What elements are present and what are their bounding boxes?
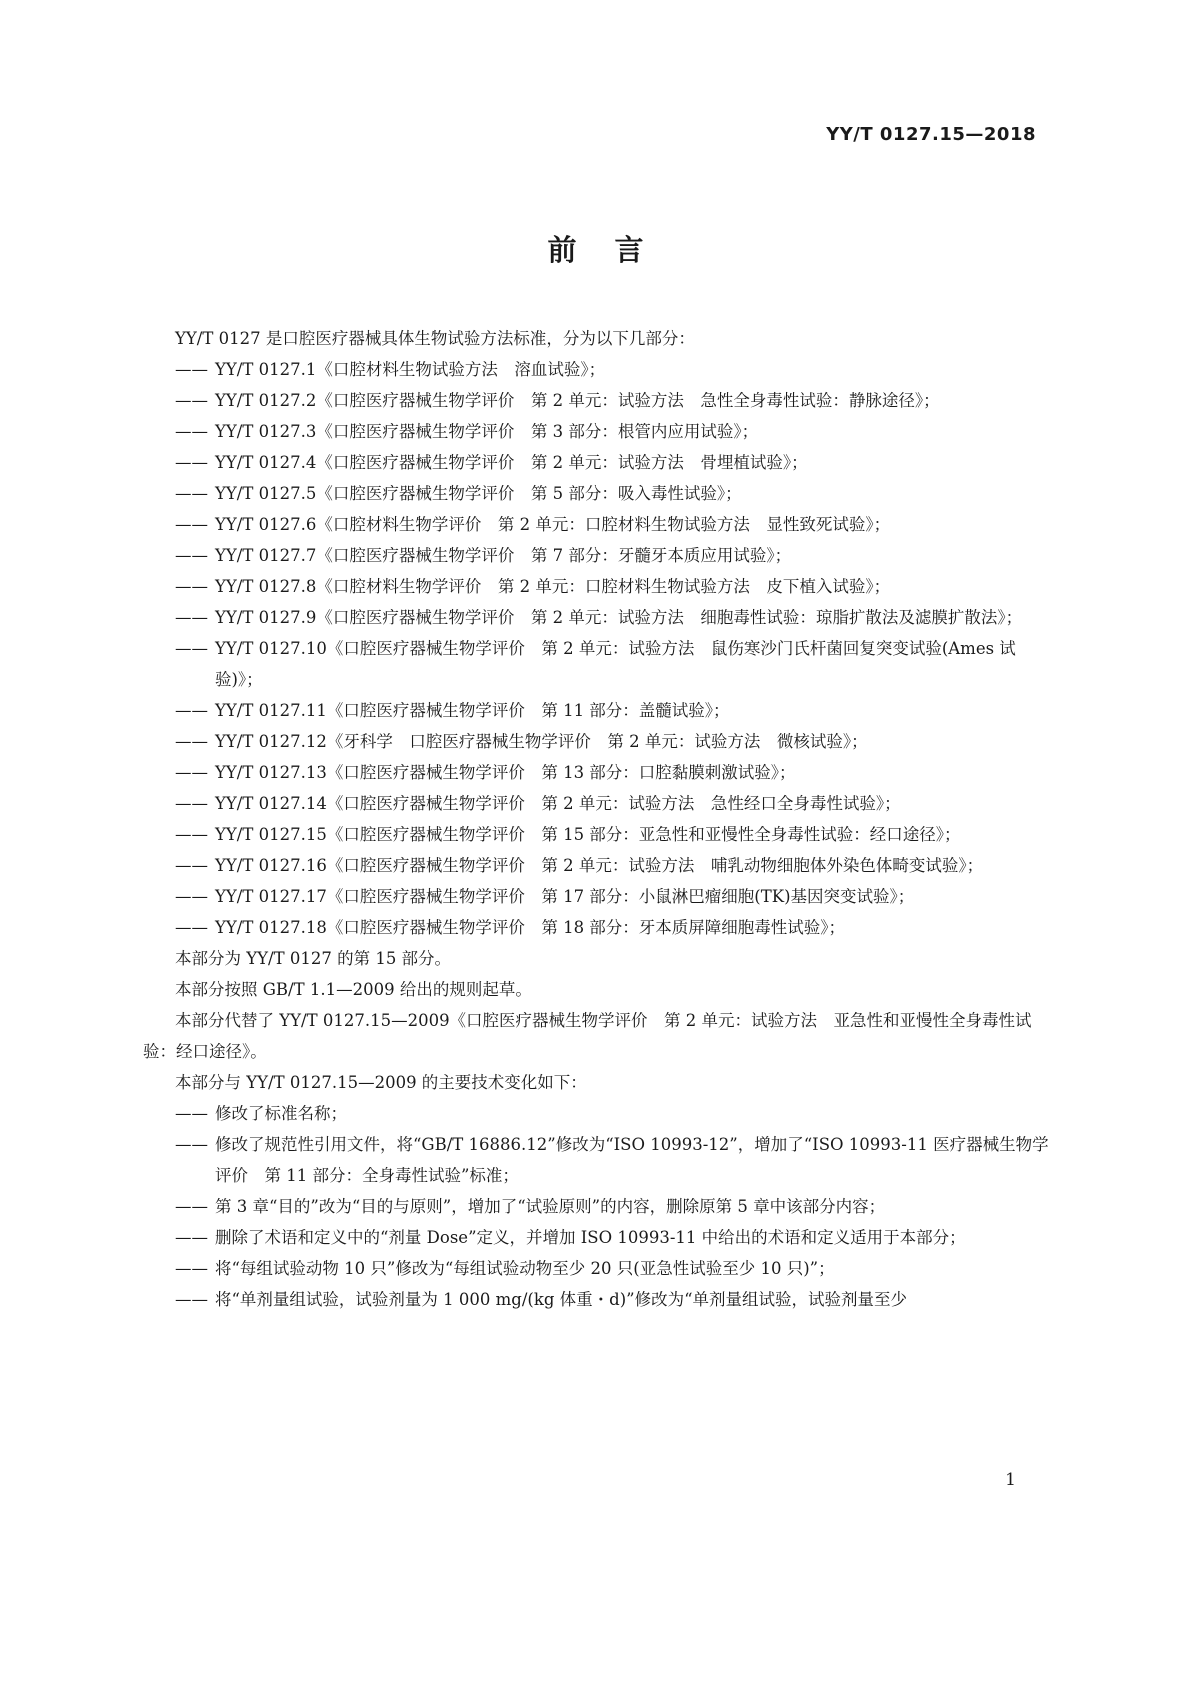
intro-text: YY/T 0127 是口腔医疗器械具体生物试验方法标准，分为以下几部分：: [175, 329, 695, 348]
list-item: [175, 850, 1055, 881]
change-text: 修改了标准名称；: [215, 1104, 347, 1123]
dash-marker: ——: [175, 577, 208, 596]
list-item: [175, 416, 1055, 447]
change-text: 删除了术语和定义中的“剂量 Dose”定义，并增加 ISO 10993-11 中给出的术语和定义适用于本部分；: [215, 1228, 966, 1247]
list-item: [175, 788, 1055, 819]
part-text: YY/T 0127.11《口腔医疗器械生物学评价 第 11 部分：盖髓试验》；: [215, 701, 730, 720]
part-text: YY/T 0127.7《口腔医疗器械生物学评价 第 7 部分：牙髓牙本质应用试验》；: [215, 546, 792, 565]
part-text: YY/T 0127.6《口腔材料生物学评价 第 2 单元：口腔材料生物试验方法 显性致死试验》；: [215, 515, 891, 534]
list-item: [175, 1253, 1055, 1284]
part-text: YY/T 0127.2《口腔医疗器械生物学评价 第 2 单元：试验方法 急性全身毒性试验：静脉途径》；: [215, 391, 940, 410]
page-title: 前言: [547, 233, 682, 267]
intro-paragraph: [175, 323, 1055, 354]
dash-marker: ——: [175, 422, 208, 441]
part-text: YY/T 0127.10《口腔医疗器械生物学评价 第 2 单元：试验方法 鼠伤寒沙门氏杆菌回复突变试验(Ames 试验)》；: [215, 639, 1016, 689]
statement-paragraph: 本部分按照 GB/T 1.1—2009 给出的规则起草。: [175, 980, 532, 999]
dash-marker: ——: [175, 856, 208, 875]
foreword-body: [143, 323, 1055, 1315]
list-item: [175, 478, 1055, 509]
part-text: YY/T 0127.17《口腔医疗器械生物学评价 第 17 部分：小鼠淋巴瘤细胞(TK)基因突变试验》；: [215, 887, 915, 906]
statement-paragraph: 本部分为 YY/T 0127 的第 15 部分。: [175, 949, 452, 968]
standard-number: YY/T 0127.15—2018: [826, 124, 1036, 145]
part-text: YY/T 0127.18《口腔医疗器械生物学评价 第 18 部分：牙本质屏障细胞毒性试验》；: [215, 918, 846, 937]
dash-marker: ——: [175, 1259, 208, 1278]
list-item: [175, 1284, 1055, 1315]
dash-marker: ——: [175, 732, 208, 751]
dash-marker: ——: [175, 763, 208, 782]
dash-marker: ——: [175, 639, 208, 658]
dash-marker: ——: [175, 1104, 208, 1123]
list-item: [175, 602, 1055, 633]
change-text: 将“每组试验动物 10 只”修改为“每组试验动物至少 20 只(亚急性试验至少 10 只)”；: [215, 1259, 835, 1278]
list-item: [175, 881, 1055, 912]
part-text: YY/T 0127.12《牙科学 口腔医疗器械生物学评价 第 2 单元：试验方法 微核试验》；: [215, 732, 868, 751]
dash-marker: ——: [175, 515, 208, 534]
list-item: [175, 385, 1055, 416]
dash-marker: ——: [175, 918, 208, 937]
statement-paragraph: 本部分与 YY/T 0127.15—2009 的主要技术变化如下：: [175, 1073, 587, 1092]
page-number: 1: [1005, 1470, 1016, 1490]
part-text: YY/T 0127.14《口腔医疗器械生物学评价 第 2 单元：试验方法 急性经口全身毒性试验》；: [215, 794, 901, 813]
list-item: [175, 757, 1055, 788]
dash-marker: ——: [175, 1135, 208, 1154]
dash-marker: ——: [175, 1228, 208, 1247]
list-item: [175, 540, 1055, 571]
dash-marker: ——: [175, 887, 208, 906]
list-item: [175, 354, 1055, 385]
dash-marker: ——: [175, 701, 208, 720]
dash-marker: ——: [175, 825, 208, 844]
part-text: YY/T 0127.4《口腔医疗器械生物学评价 第 2 单元：试验方法 骨埋植试验》；: [215, 453, 808, 472]
part-text: YY/T 0127.3《口腔医疗器械生物学评价 第 3 部分：根管内应用试验》；: [215, 422, 759, 441]
part-text: YY/T 0127.13《口腔医疗器械生物学评价 第 13 部分：口腔黏膜刺激试验》；: [215, 763, 796, 782]
change-text: 将“单剂量组试验，试验剂量为 1 000 mg/(kg 体重・d)”修改为“单剂量组试验，试验剂量至少: [215, 1290, 908, 1309]
list-item: [175, 571, 1055, 602]
part-text: YY/T 0127.1《口腔材料生物试验方法 溶血试验》；: [215, 360, 606, 379]
dash-marker: ——: [175, 794, 208, 813]
list-item: [175, 695, 1055, 726]
dash-marker: ——: [175, 453, 208, 472]
list-item: [175, 912, 1055, 943]
list-item: [175, 633, 1055, 695]
dash-marker: ——: [175, 608, 208, 627]
dash-marker: ——: [175, 546, 208, 565]
dash-marker: ——: [175, 1197, 208, 1216]
dash-marker: ——: [175, 391, 208, 410]
change-text: 第 3 章“目的”改为“目的与原则”，增加了“试验原则”的内容，删除原第 5 章中该部分内容；: [215, 1197, 886, 1216]
list-item: [175, 1222, 1055, 1253]
list-item: [175, 1191, 1055, 1222]
list-item: [175, 1129, 1055, 1191]
statement-paragraph: 本部分代替了 YY/T 0127.15—2009《口腔医疗器械生物学评价 第 2 单元：试验方法 亚急性和亚慢性全身毒性试验：经口途径》。: [143, 1011, 1032, 1061]
part-text: YY/T 0127.16《口腔医疗器械生物学评价 第 2 单元：试验方法 哺乳动物细胞体外染色体畸变试验》；: [215, 856, 984, 875]
list-item: [175, 447, 1055, 478]
part-text: YY/T 0127.8《口腔材料生物学评价 第 2 单元：口腔材料生物试验方法 皮下植入试验》；: [215, 577, 891, 596]
dash-marker: ——: [175, 484, 208, 503]
parts-list: [175, 354, 1055, 943]
list-item: [175, 1098, 1055, 1129]
list-item: [175, 726, 1055, 757]
part-text: YY/T 0127.5《口腔医疗器械生物学评价 第 5 部分：吸入毒性试验》；: [215, 484, 742, 503]
part-text: YY/T 0127.9《口腔医疗器械生物学评价 第 2 单元：试验方法 细胞毒性试验：琼脂扩散法及滤膜扩散法》；: [215, 608, 1023, 627]
list-item: [175, 509, 1055, 540]
dash-marker: ——: [175, 1290, 208, 1309]
list-item: [175, 819, 1055, 850]
part-text: YY/T 0127.15《口腔医疗器械生物学评价 第 15 部分：亚急性和亚慢性全身毒性试验：经口途径》；: [215, 825, 961, 844]
changes-list: [175, 1098, 1055, 1315]
dash-marker: ——: [175, 360, 208, 379]
change-text: 修改了规范性引用文件，将“GB/T 16886.12”修改为“ISO 10993-12”，增加了“ISO 10993-11 医疗器械生物学评价 第 11 部分：全身毒性试验”标准；: [215, 1135, 1049, 1185]
